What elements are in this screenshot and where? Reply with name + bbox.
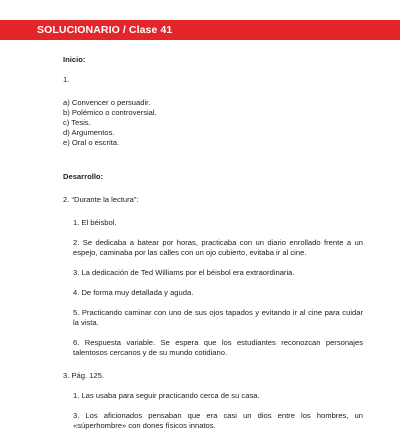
- page-title: SOLUCIONARIO / Clase 41: [37, 24, 173, 36]
- answer-3-1: 1. Las usaba para seguir practicando cerca de su casa.: [73, 391, 260, 400]
- option-a: a) Convencer o persuadir.: [63, 98, 151, 107]
- answer-2-2: 2. Se dedicaba a batear por horas, practicaba con un diario enrollado frente a un espejo, caminaba por las calles con un ojo cubierto, evitaba ir al cine.: [73, 238, 363, 257]
- option-c: c) Tesis.: [63, 118, 91, 127]
- section-title-desarrollo: Desarrollo:: [63, 172, 104, 181]
- document-body: [63, 55, 363, 431]
- option-d: d) Argumentos.: [63, 128, 115, 137]
- answer-2-6: 6. Respuesta variable. Se espera que los estudiantes reconozcan personajes talentosos cercanos y de su mundo cotidiano.: [73, 338, 363, 357]
- answer-3-3: 3. Los aficionados pensaban que era casi un dios entre los hombres, un «súperhombre» con dones físicos innatos.: [73, 411, 363, 430]
- answer-2-1: 1. El béisbol.: [73, 218, 117, 227]
- answer-2-5: 5. Practicando caminar con uno de sus ojos tapados y evitando ir al cine para cuidar la vista.: [73, 308, 363, 327]
- question-3: 3. Pág. 125.: [63, 371, 104, 380]
- answer-2-4: 4. De forma muy detallada y aguda.: [73, 288, 194, 297]
- option-e: e) Oral o escrita.: [63, 138, 120, 147]
- options-list: [63, 98, 363, 148]
- question-2: 2. “Durante la lectura”:: [63, 195, 139, 204]
- section-title-inicio: Inicio:: [63, 55, 86, 64]
- answer-2-3: 3. La dedicación de Ted Williams por el béisbol era extraordinaria.: [73, 268, 295, 277]
- option-b: b) Polémico o controversial.: [63, 108, 157, 117]
- item-number: 1.: [63, 75, 70, 84]
- header-bar: [0, 20, 400, 40]
